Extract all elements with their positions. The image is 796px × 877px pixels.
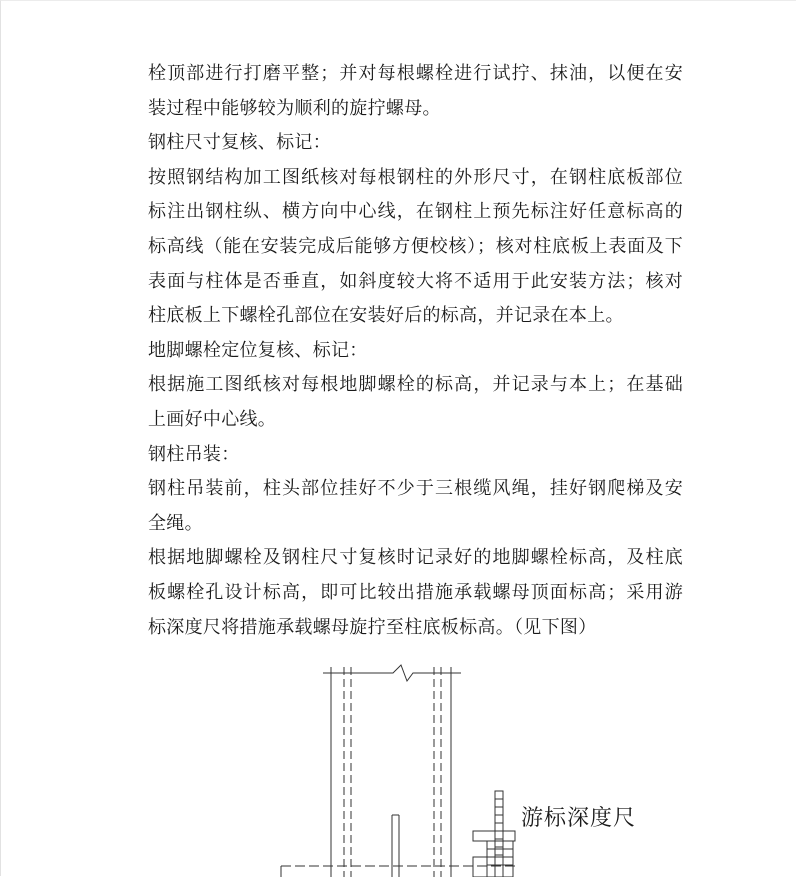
text-line: 按照钢结构加工图纸核对每根钢柱的外形尺寸，在钢柱底板部位 (148, 166, 683, 188)
paragraph-column-hoisting (148, 472, 683, 541)
text-line: 板螺栓孔设计标高，即可比较出措施承载螺母顶面标高；采用游 (148, 581, 683, 603)
depth-gauge-rule (495, 791, 503, 877)
text-line: 标深度尺将措施承载螺母旋拧至柱底板标高。（见下图） (148, 616, 597, 638)
text-line: 全绳。 (148, 512, 203, 534)
paragraph-bolt-prep (148, 57, 683, 126)
text-line: 柱底板上下螺栓孔部位在安装好后的标高，并记录在本上。 (148, 305, 624, 327)
text-line: 钢柱吊装前，柱头部位挂好不少于三根缆风绳，挂好钢爬梯及安 (148, 478, 683, 500)
section-heading: 钢柱尺寸复核、标记： (148, 132, 331, 154)
heading-anchor-bolt-check (148, 334, 683, 369)
heading-column-size-check (148, 126, 683, 161)
text-line: 标注出钢柱纵、横方向中心线，在钢柱上预先标注好任意标高的 (148, 201, 683, 223)
text-line: 表面与柱体是否垂直，如斜度较大将不适用于此安装方法；核对 (148, 270, 683, 292)
text-line: 栓顶部进行打磨平整；并对每根螺栓进行试拧、抹油，以便在安 (148, 63, 683, 84)
text-line: 根据施工图纸核对每根地脚螺栓的标高，并记录与本上；在基础 (148, 374, 683, 396)
depth-gauge-slider (487, 841, 513, 877)
text-line: 根据地脚螺栓及钢柱尺寸复核时记录好的地脚螺栓标高，及柱底 (148, 547, 683, 569)
figure-label-depth-gauge: 游标深度尺 (521, 806, 637, 831)
paragraph-column-size-check (148, 161, 683, 334)
column-base-drawing (251, 663, 771, 877)
bearing-nut (473, 857, 487, 877)
section-heading: 钢柱吊装： (148, 443, 240, 465)
text-line: 装过程中能够较为顺利的旋拧螺母。 (148, 97, 441, 119)
body-text (148, 57, 683, 645)
heading-column-hoisting (148, 438, 683, 473)
paragraph-anchor-bolt-check (148, 368, 683, 437)
section-heading: 地脚螺栓定位复核、标记： (148, 339, 368, 361)
text-line: 标高线（能在安装完成后能够方便校核）；核对柱底板上表面及下 (148, 235, 683, 257)
depth-gauge-head (473, 831, 515, 841)
paragraph-nut-elevation (148, 541, 683, 645)
text-line: 上画好中心线。 (148, 408, 277, 430)
